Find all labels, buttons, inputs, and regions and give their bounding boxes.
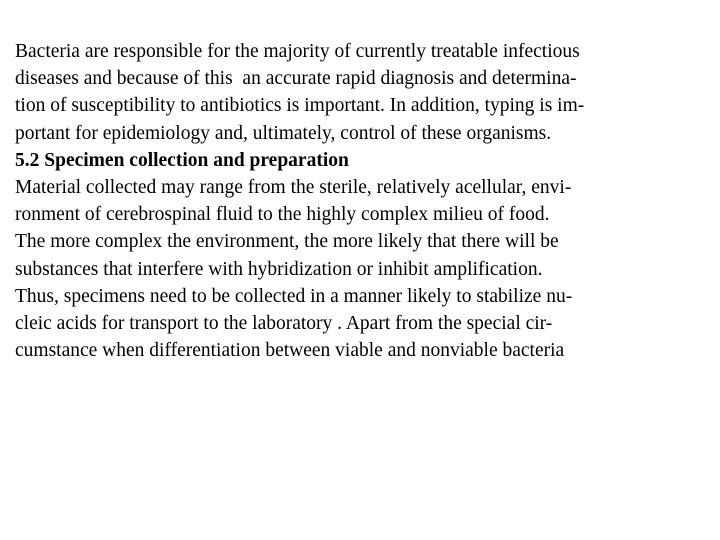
specimen-paragraph (15, 174, 715, 364)
text-line: Material collected may range from the sterile, relatively acellular, envi- (15, 176, 572, 198)
text-line: ronment of cerebrospinal fluid to the highly complex milieu of food. (15, 204, 550, 226)
text-line: substances that interfere with hybridization or inhibit amplification. (15, 258, 543, 280)
section-heading: 5.2 Specimen collection and preparation (15, 149, 349, 171)
text-line: portant for epidemiology and, ultimately, control of these organisms. (15, 122, 552, 144)
text-line: Thus, specimens need to be collected in a manner likely to stabilize nu- (15, 285, 573, 307)
text-line: cleic acids for transport to the laboratory . Apart from the special cir- (15, 312, 553, 334)
text-line: diseases and because of this an accurate rapid diagnosis and determina- (15, 68, 577, 90)
document-page (15, 38, 715, 364)
text-line: cumstance when differentiation between viable and nonviable bacteria (15, 340, 565, 362)
text-line: The more complex the environment, the more likely that there will be (15, 231, 559, 253)
text-line: Bacteria are responsible for the majority of currently treatable infectious (15, 41, 580, 62)
intro-paragraph (15, 38, 715, 147)
text-line: tion of susceptibility to antibiotics is important. In addition, typing is im- (15, 95, 585, 117)
